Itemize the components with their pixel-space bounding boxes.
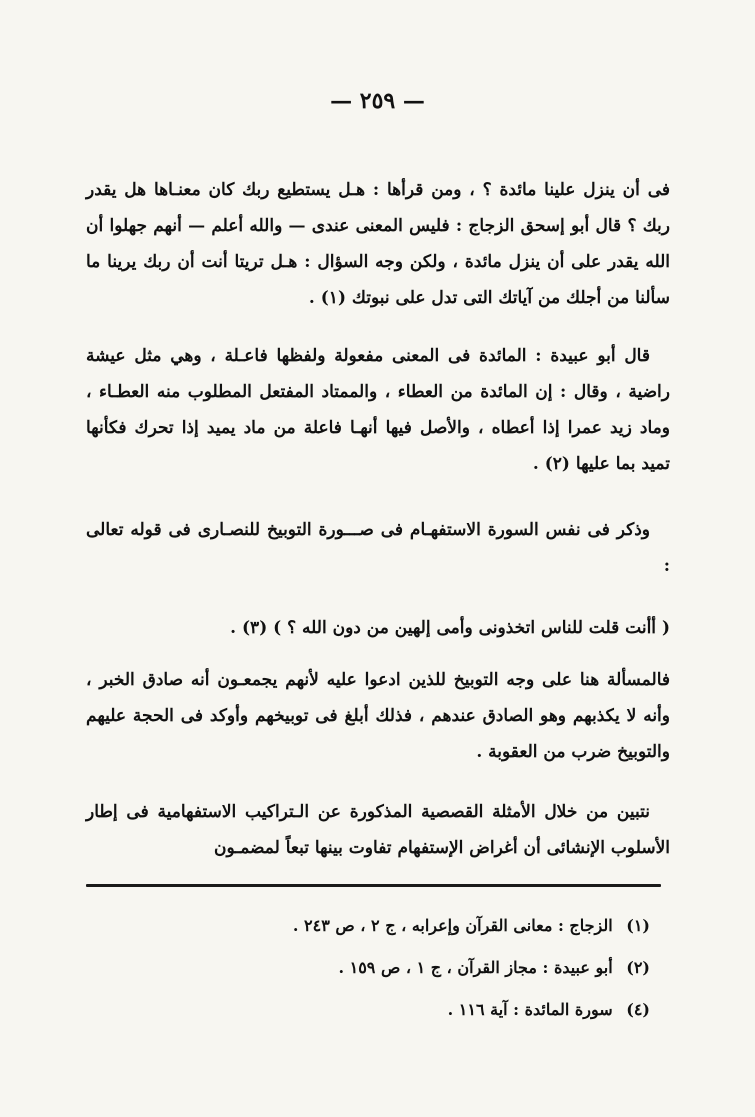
footnote-number: (١) bbox=[626, 916, 650, 935]
footnote-number: (٢) bbox=[626, 958, 650, 977]
footnote-number: (٤) bbox=[626, 1000, 650, 1019]
footnote-4 bbox=[110, 989, 650, 1031]
footnote-1 bbox=[110, 905, 650, 947]
footnotes bbox=[110, 905, 650, 1031]
paragraph-2: قال أبو عبيدة : المائدة فى المعنى مفعولة ولفظها فاعـلة ، وهي مثل عيشة راضية ، وقال : إن المائدة من العطاء ، والممتاد المفتعل المطلوب منه العطـاء ، وماد زيد عمرا إذا أعطاه ، والأصل فيها أنهـا فاعلة من ماد يميد إذا تحرك فكأنها تميد بما عليها (٢) . bbox=[86, 346, 670, 474]
paragraph-6: نتبين من خلال الأمثلة القصصية المذكورة عن الـتراكيب الاستفهامية فى إطار الأسلوب الإنشائى أن أغراض الإستفهام تفاوت بينها تبعاً لمضمـون bbox=[86, 802, 670, 858]
quran-quote: ( أأنت قلت للناس اتخذونى وأمى إلهين من دون الله ؟ ) (٣) . bbox=[230, 618, 670, 638]
page-number: — ٢٥٩ — bbox=[330, 88, 425, 114]
footnote-divider bbox=[86, 884, 661, 887]
paragraph-5: فالمسألة هنا على وجه التوبيخ للذين ادعوا عليه لأنهم يجمعـون أنه صادق الخبر ، وأنه لا يكذبهم وهو الصادق عندهم ، فذلك أبلغ فى توبيخهم وأوكد فى الحجة عليهم والتوبيخ ضرب من العقوبة . bbox=[86, 670, 670, 762]
footnote-text: سورة المائدة : آية ١١٦ . bbox=[447, 1000, 613, 1019]
paragraph-1: فى أن ينزل علينا مائدة ؟ ، ومن قرأها : هـل يستطيع ربك كان معنـاها هل يقدر ربك ؟ قال أبو إسحق الزجاج : فليس المعنى عندى — والله أعلم — أنهم جهلوا أن الله يقدر على أن ينزل مائدة ، ولكن وجه السؤال : هـل تريتا أنت أن ربك يرينا ما سألنا من أجلك من آياتك التى تدل على نبوتك (١) . bbox=[86, 180, 670, 308]
footnote-text: أبو عبيدة : مجاز القرآن ، ج ١ ، ص ١٥٩ . bbox=[338, 958, 613, 977]
footnote-text: الزجاج : معانى القرآن وإعرابه ، ج ٢ ، ص ٢٤٣ . bbox=[292, 916, 613, 935]
footnote-2 bbox=[110, 947, 650, 989]
paragraph-3: وذكر فى نفس السورة الاستفهـام فى صـــورة التوبيخ للنصـارى فى قوله تعالى : bbox=[86, 520, 670, 576]
